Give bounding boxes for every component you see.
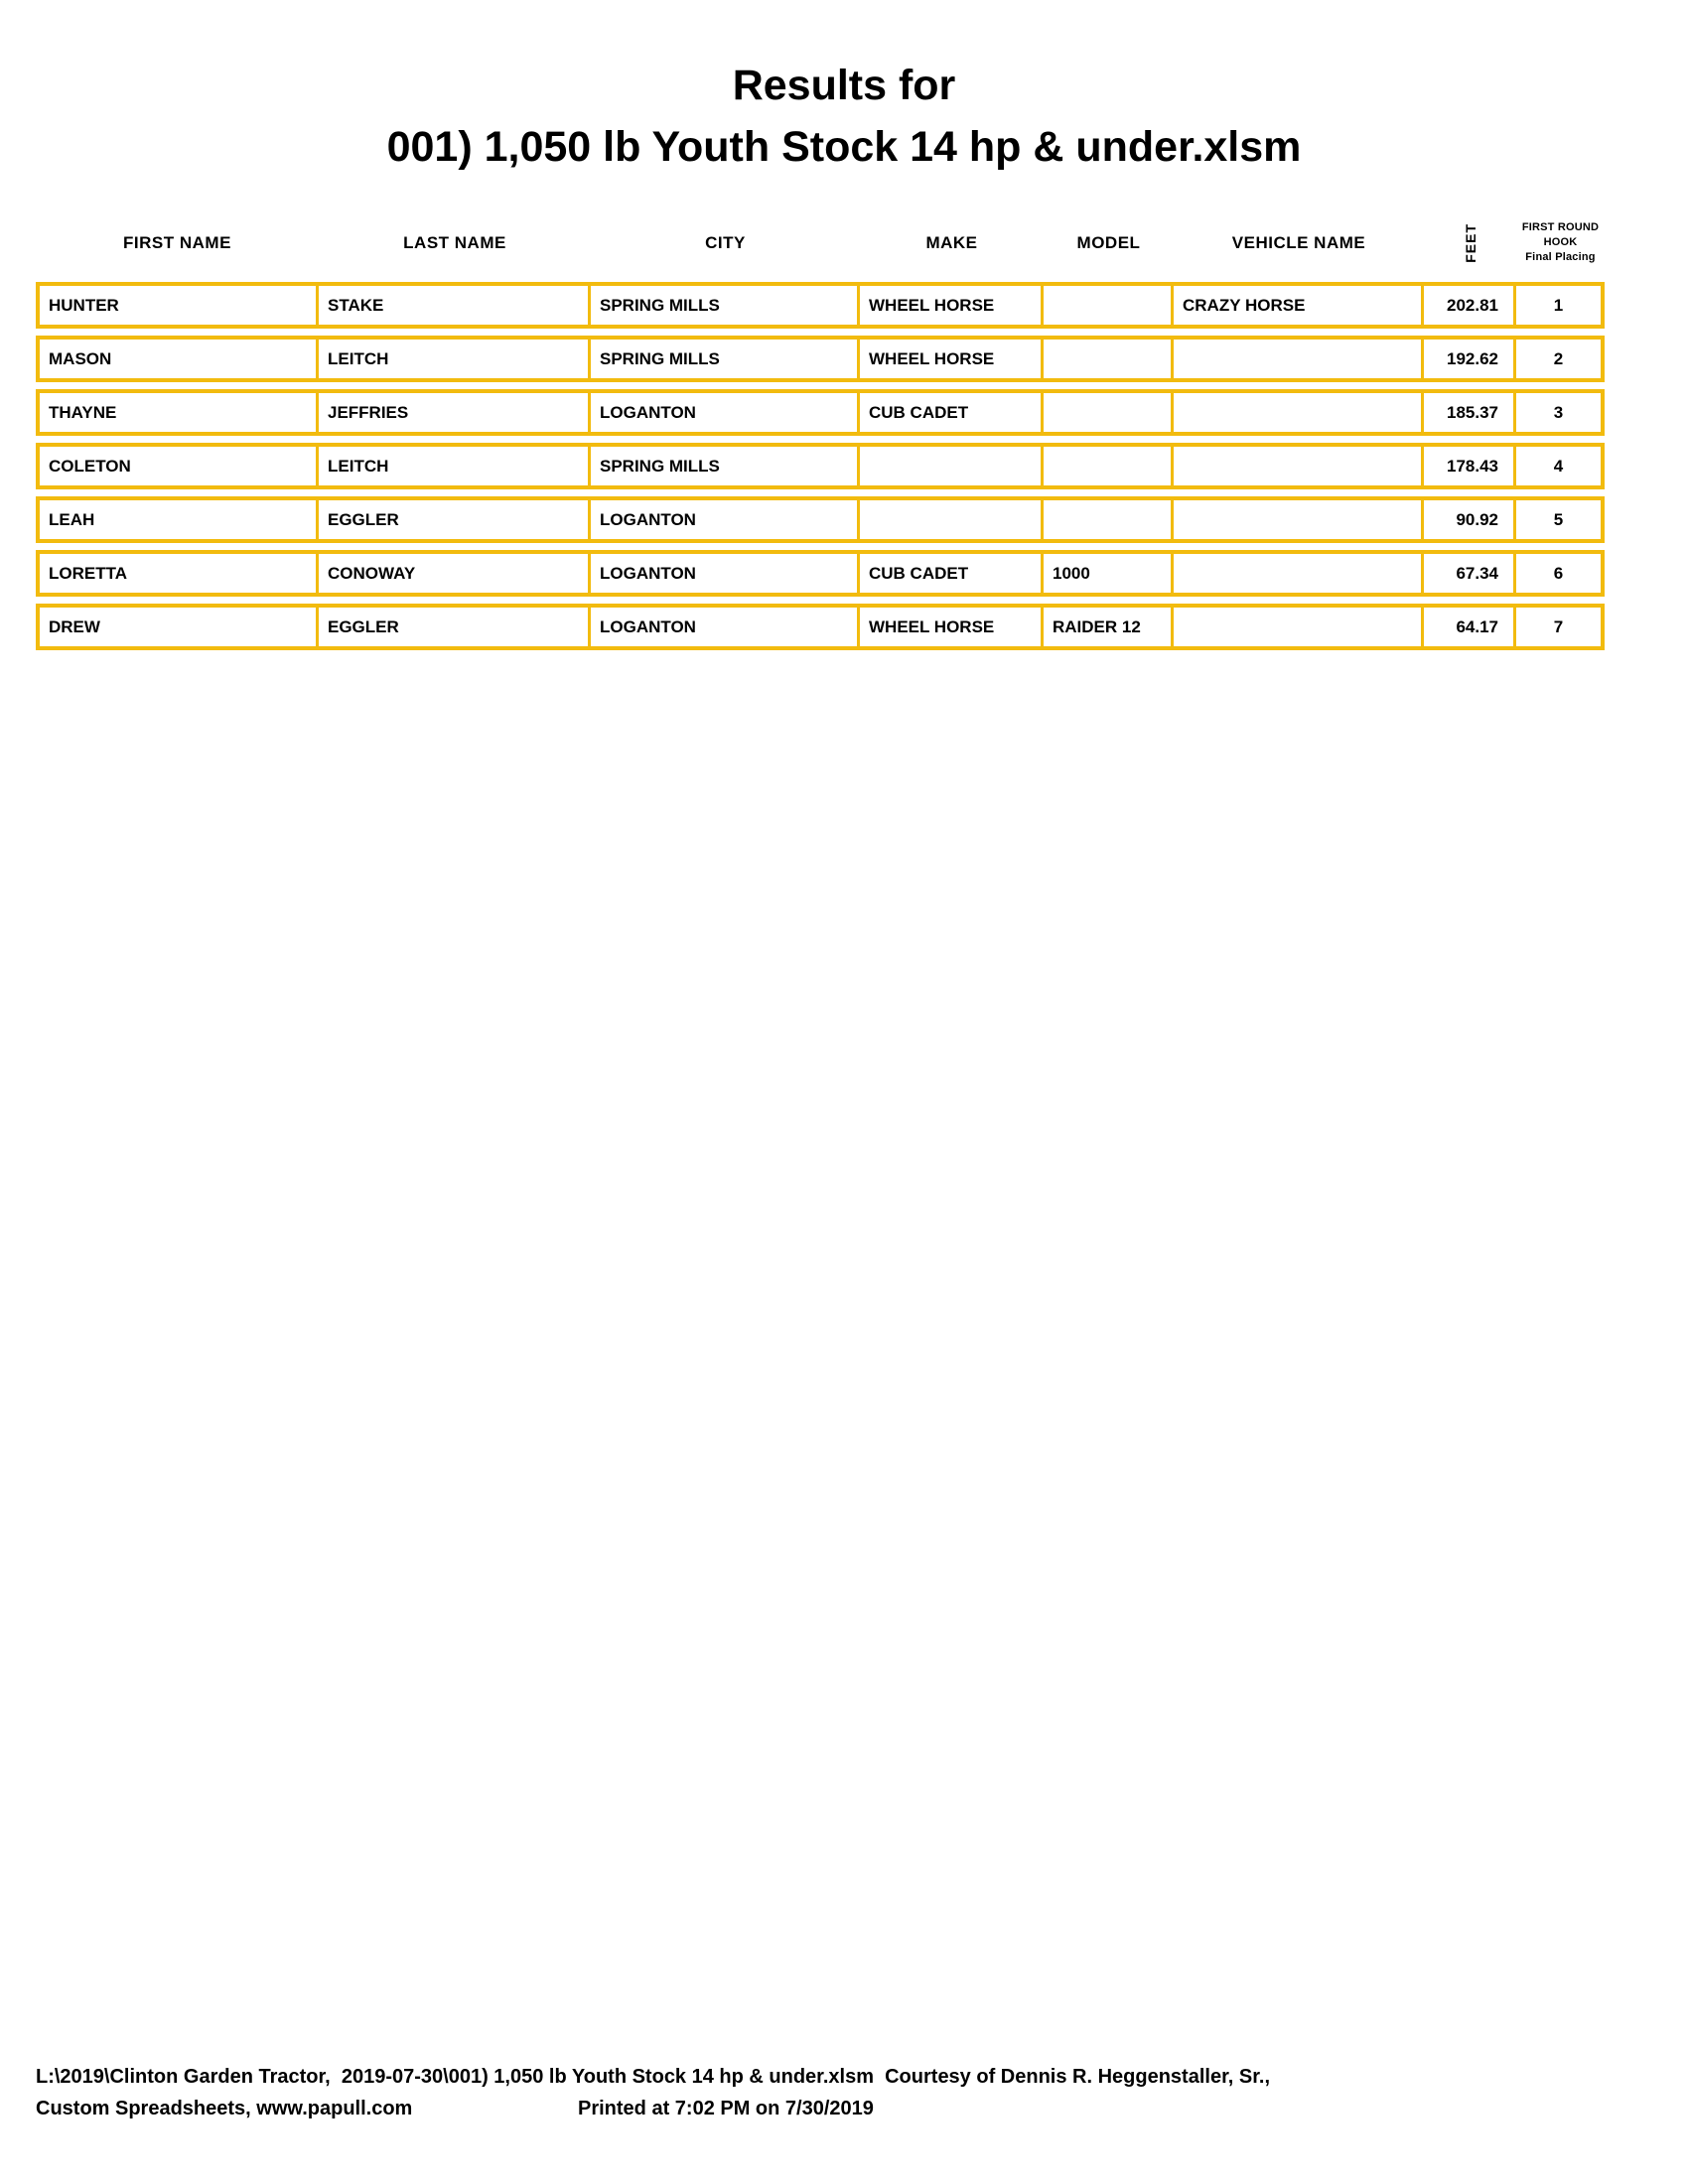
cell-vehicle-name — [1174, 447, 1424, 485]
cell-feet: 67.34 — [1424, 554, 1516, 593]
cell-final-placing: 1 — [1553, 295, 1564, 315]
cell-first-name: LEAH — [40, 500, 319, 539]
table-header-row — [36, 204, 1605, 282]
table-row — [36, 443, 1605, 489]
placing-header-line-3: Final Placing — [1525, 251, 1596, 263]
column-header-model: MODEL — [1076, 232, 1141, 252]
cell-first-name: MASON — [40, 340, 319, 378]
placing-header-line-1: FIRST ROUND — [1521, 221, 1600, 233]
cell-city: SPRING MILLS — [591, 286, 860, 325]
cell-last-name: EGGLER — [319, 500, 591, 539]
cell-make: CUB CADET — [860, 554, 1044, 593]
cell-city: SPRING MILLS — [591, 340, 860, 378]
cell-make — [860, 500, 1044, 539]
footer-file-path: L:\2019\Clinton Garden Tractor, 2019-07-30\001) 1,050 lb Youth Stock 14 hp & under.xlsm Courtesy of Dennis R. Heggenstaller, Sr., — [36, 2066, 1270, 2088]
cell-final-placing: 6 — [1553, 563, 1564, 583]
cell-first-name: LORETTA — [40, 554, 319, 593]
placing-header-line-2: HOOK — [1543, 236, 1578, 248]
cell-make: WHEEL HORSE — [860, 608, 1044, 646]
cell-first-name: COLETON — [40, 447, 319, 485]
cell-model: 1000 — [1044, 554, 1174, 593]
cell-vehicle-name: CRAZY HORSE — [1174, 286, 1424, 325]
cell-feet: 90.92 — [1424, 500, 1516, 539]
table-row — [36, 550, 1605, 597]
cell-vehicle-name — [1174, 608, 1424, 646]
cell-vehicle-name — [1174, 500, 1424, 539]
cell-final-placing: 7 — [1553, 616, 1564, 636]
cell-model — [1044, 447, 1174, 485]
cell-city: LOGANTON — [591, 393, 860, 432]
table-row — [36, 496, 1605, 543]
cell-feet: 185.37 — [1424, 393, 1516, 432]
cell-feet: 64.17 — [1424, 608, 1516, 646]
cell-final-placing: 4 — [1553, 456, 1564, 476]
column-header-city: CITY — [705, 232, 746, 252]
cell-make — [860, 447, 1044, 485]
cell-model — [1044, 286, 1174, 325]
table-row — [36, 336, 1605, 382]
cell-first-name: HUNTER — [40, 286, 319, 325]
cell-last-name: JEFFRIES — [319, 393, 591, 432]
column-header-make: MAKE — [925, 232, 978, 252]
footer-credit: Custom Spreadsheets, www.papull.com — [36, 2098, 413, 2119]
results-table-body — [36, 282, 1605, 657]
cell-model — [1044, 500, 1174, 539]
footer-printed-timestamp: Printed at 7:02 PM on 7/30/2019 — [578, 2098, 874, 2119]
cell-city: SPRING MILLS — [591, 447, 860, 485]
cell-model: RAIDER 12 — [1044, 608, 1174, 646]
cell-feet: 178.43 — [1424, 447, 1516, 485]
cell-final-placing: 5 — [1553, 509, 1564, 529]
cell-make: WHEEL HORSE — [860, 340, 1044, 378]
column-header-final-placing — [1516, 204, 1605, 282]
cell-make: CUB CADET — [860, 393, 1044, 432]
feet-rotated-label: FEET — [1462, 222, 1478, 263]
table-row — [36, 282, 1605, 329]
cell-vehicle-name — [1174, 340, 1424, 378]
table-row — [36, 604, 1605, 650]
cell-final-placing: 3 — [1553, 402, 1564, 422]
cell-city: LOGANTON — [591, 608, 860, 646]
cell-vehicle-name — [1174, 393, 1424, 432]
cell-model — [1044, 340, 1174, 378]
cell-model — [1044, 393, 1174, 432]
cell-last-name: STAKE — [319, 286, 591, 325]
cell-vehicle-name — [1174, 554, 1424, 593]
cell-last-name: LEITCH — [319, 447, 591, 485]
cell-first-name: THAYNE — [40, 393, 319, 432]
cell-city: LOGANTON — [591, 500, 860, 539]
column-header-last-name: LAST NAME — [403, 232, 506, 252]
cell-make: WHEEL HORSE — [860, 286, 1044, 325]
cell-final-placing: 2 — [1553, 348, 1564, 368]
table-row — [36, 389, 1605, 436]
page-subtitle: 001) 1,050 lb Youth Stock 14 hp & under.xlsm — [386, 123, 1302, 171]
column-header-feet — [1424, 204, 1516, 282]
cell-last-name: LEITCH — [319, 340, 591, 378]
cell-last-name: EGGLER — [319, 608, 591, 646]
column-header-first-name: FIRST NAME — [123, 232, 231, 252]
column-header-vehicle-name: VEHICLE NAME — [1231, 232, 1366, 252]
cell-feet: 202.81 — [1424, 286, 1516, 325]
cell-city: LOGANTON — [591, 554, 860, 593]
cell-last-name: CONOWAY — [319, 554, 591, 593]
cell-first-name: DREW — [40, 608, 319, 646]
cell-feet: 192.62 — [1424, 340, 1516, 378]
page-title: Results for — [732, 62, 956, 109]
